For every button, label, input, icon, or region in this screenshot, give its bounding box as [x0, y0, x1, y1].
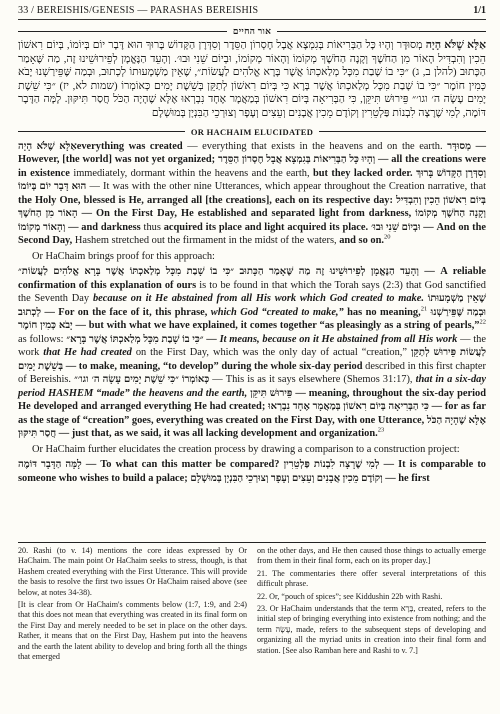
hebrew-phrase: ״כִּי בוֹ שָׁבַת מִכָּל מְלַאכְתּוֹ אֲשֶׁר בָּרָא״ — [66, 333, 204, 345]
page-number: 1/1 — [473, 5, 486, 16]
hebrew-phrase: וּבְיוֹם שֵׁנִי וּבוּ׳ — [370, 221, 421, 233]
english-phrase: that in a six-day period HASHEM “made” the heavens and the earth, — [18, 374, 486, 399]
footnote-ref[interactable]: 23 — [377, 426, 385, 434]
divider — [277, 31, 486, 32]
paragraph — [18, 458, 486, 485]
section-header-or-hachaim — [18, 26, 486, 36]
footnote-column-right — [257, 546, 486, 664]
english-phrase: — all the creations were in existence — [18, 154, 487, 179]
hebrew-phrase: פֵּירוּשׁ תִּיקֵּן — [250, 387, 293, 399]
english-phrase: — and darkness — [65, 221, 141, 233]
paragraph: Or HaChaim brings proof for this approach: — [32, 250, 215, 262]
hebrew-phrase: בְּיוֹם רִאשׁוֹן הֵכִין וְהִבְדִּיל הָאוֹר מִן הַחֹשֶׁךְ — [18, 194, 486, 220]
english-phrase: has no meaning, — [343, 306, 421, 318]
hebrew-phrase: וְסִדְּרָן הַקָּדוֹשׁ בָּרוּךְ הוּא דָּבָר יוֹם בְּיוֹמוֹ — [18, 167, 486, 193]
hebrew-phrase: וְקוֹדֶם מֵכִין אֲבָנִים וְעֵצִים וְעָפָר וְצוּרְכֵי הַבִּנְיָן בְּמוּשְׁלָם — [190, 472, 383, 484]
english-phrase: — to make, meaning, “to develop” during the whole six-day period — [63, 360, 363, 372]
hebrew-phrase: אַלָּא שֶׁלֹּא הָיָה — [18, 140, 77, 152]
running-head — [18, 0, 486, 20]
english-phrase: the Holy One, blessed is He, arranged all [the creations], each on its respective day: — [18, 194, 393, 206]
footnote: [It is clear from Or HaChaim's comments below (1:7, 1:9, and 2:4) that this does not mean that everything was created in its final form on the First Day and merely needed to be set in place on the other days. Rather, it means that on the First Day, Hashem put into the heavens and the earth the latent ability to develop and bring forth all the things that emerged — [18, 600, 247, 662]
english-text: thus — [140, 221, 161, 233]
footnote: 20. Rashi (to v. 14) mentions the core ideas expressed by Or HaChaim. The main point Or HaChaim seeks to stress, though, is that Hashem created everything with the First Utterance. This will provide the basis to resolve the first two issues Or HaChaim raised above (see below, at notes 34-38). — [18, 546, 247, 597]
english-phrase: — For on the face of it, this phrase, — [41, 306, 208, 318]
divider — [319, 131, 486, 132]
footnote: 21. The commentaries there offer several interpretations of this difficult phrase. — [257, 568, 486, 589]
english-phrase: — but with what we have explained, it comes together — [72, 320, 317, 332]
english-text: is to be found in that which the Torah says (2:3) that God sanctified the Seventh Day — [18, 279, 486, 305]
english-text: as follows: — [18, 333, 64, 345]
english-phrase: — A reliable confirmation of this explanation of ours — [18, 266, 486, 291]
english-phrase: — It is comparable to someone who wishes to build a palace; — [18, 459, 486, 484]
english-text: described in this first chapter of Bereishis. — [18, 360, 486, 386]
footnote-ref[interactable]: 21 — [420, 305, 428, 313]
footnote-ref[interactable]: 22 — [479, 318, 487, 326]
english-text: — everything that exists in the heavens and on the earth. — [182, 140, 443, 152]
footnote: 23. Or HaChaim understands that the term בָּרָא, created, refers to the initial step of bringing everything into existence from nothing; and the term עָשָׂה, made, refers to the subsequent steps of developing and organizing all the myriad units in creation into their final form and station. [See also Ramban here and Rashi to v. 7.] — [257, 604, 486, 655]
divider — [18, 31, 227, 32]
english-phrase: because on it He abstained from all His work which God created to make. — [89, 293, 424, 305]
hebrew-phrase: אֶלָּא שֶׁהָיָה הַכֹּל חֲסַר תִּיקּוּן — [18, 414, 486, 440]
hebrew-phrase: לָמָּה הַדָּבָר דּוֹמֶה — [18, 459, 82, 471]
english-text: Hashem stretched out the firmament in the midst of the waters, — [72, 235, 337, 247]
section-header-elucidated — [18, 127, 486, 137]
english-phrase: — for as far as the stage of “creation” goes, everything was created on the First Day, with one Utterance, — [18, 401, 487, 426]
running-head-title: 33 / BEREISHIS/GENESIS — PARASHAS BEREISHIS — [18, 5, 259, 16]
english-phrase: — And on the Second Day, — [18, 221, 487, 247]
english-text: — It was with the other nine Utterances, which appear throughout the Creation narrative, that — [86, 181, 486, 193]
hebrew-lead-words: אַלָּא שֶׁלֹּא הָיָה — [425, 39, 487, 51]
hebrew-phrase: וְהָעֵד הַנֶּאֱמָן לְפֵירוּשֵׁינוּ זֶה מַה שֶּׁאָמַר הַכָּתוּב ״כִּי בוֹ שָׁבַת מִכָּל מְלַאכְתּוֹ אֲשֶׁר בָּרָא אֱלֹהִים לַעֲשׂוֹת״ — [18, 266, 419, 278]
english-phrase: — However, [the world] was not yet organized; — [18, 140, 486, 166]
english-text: on the First Day, which was the only day of actual “creation,” — [131, 347, 407, 359]
footnote: on the other days, and He then caused those things to actually emerge from them in their final form, each on its proper day.] — [257, 546, 486, 566]
hebrew-phrase: וְקָנָה הַחֹשֶׁךְ מְקוֹמוֹ וְהָאוֹר מְקוֹמוֹ — [18, 208, 486, 233]
hebrew-phrase: שֶׁאֵין מַשְׁמָעוּתוֹ לְכְתוּב — [18, 293, 486, 318]
hebrew-phrase: כִּי הַבְּרִיאָה בְּיוֹם רִאשׁוֹן בְּמַאֲמָר אֶחָד נִבְרְאוּ — [268, 401, 429, 413]
english-text: — the work — [18, 333, 486, 359]
english-phrase: — just that, as we said, it was all lacking development and organization. — [56, 428, 378, 440]
hebrew-phrase: מְסוּדָּר — [447, 140, 472, 152]
hebrew-phrase: וְהָיוּ כָּל הַבְּרִיאוֹת בְּגִמְצָא אֲבָל חֶסְרוֹן הַסֵּדֶר — [217, 154, 376, 166]
hebrew-phrase: לְמִי שֶׁרָצָה לִבְנוֹת פַּלְטֵרִין — [283, 459, 380, 471]
paragraph — [18, 265, 486, 441]
hebrew-commentary — [18, 39, 486, 121]
english-phrase: — On the First Day, He established and separated light from darkness, — [77, 208, 412, 220]
english-phrase: — he first — [382, 472, 430, 484]
footnote-ref[interactable]: 20 — [383, 233, 391, 241]
english-phrase: everything was created — [76, 140, 183, 152]
divider — [18, 131, 185, 132]
english-text: — This is as it says elsewhere (Shemos 31:17), — [209, 374, 413, 386]
english-phrase: acquired its place and light acquired its place. — [160, 221, 369, 233]
english-phrase: — To what can this matter be compared? — [81, 459, 280, 471]
footnotes — [18, 542, 486, 664]
english-phrase: — It means, because on it He abstained from all His work — [203, 333, 458, 345]
english-phrase: but they lacked order. — [309, 167, 413, 179]
english-text: immediately, dormant within the heavens and the earth, — [69, 167, 310, 179]
english-phrase: — meaning, throughout the six-day period He developed and arranged everything He had created; — [18, 387, 486, 413]
english-phrase: which God “created to make,” — [207, 306, 344, 318]
english-phrase: that He had created — [39, 347, 132, 359]
paragraph — [18, 140, 486, 248]
elucidation-text — [18, 140, 486, 486]
english-phrase: “as pleasingly as a string of pearls,” — [316, 320, 480, 332]
footnote-column-left — [18, 546, 247, 664]
hebrew-phrase: לַעֲשׂוֹת פֵּירוּשׁ לְתַקֵּן בְּשֵׁשֶׁת יָמִים — [18, 347, 486, 372]
section-title: OR HACHAIM ELUCIDATED — [190, 126, 314, 137]
hebrew-phrase: כְּאוֹמְרוֹ ״כִּי שֵׁשֶׁת יָמִים עָשָׂה ה׳ וגו׳״ — [74, 374, 210, 386]
hebrew-body: מְסוּדָּר וְהָיוּ כָּל הַבְּרִיאוֹת בְּגִמְצָא אֲבָל חֶסְרוֹן הַסֵּדֶר וְסִדְּרָן הַקָּדוֹשׁ בָּרוּךְ הוּא דָּבָר יוֹם בְּיוֹמוֹ, בְּיוֹם רִאשׁוֹן הֵכִין וְהִבְדִּיל הָאוֹר מִן הַחֹשֶׁךְ וְקָנָה הַחֹשֶׁךְ מְקוֹמוֹ וְהָאוֹר מְקוֹמוֹ, וּבְיוֹם שֵׁנִי וּבוּ׳. וְהָעֵד הַנֶּאֱמָן לְפֵירוּשֵׁינוּ זֶה, מַה שֶּׁאָמַר הַכָּתוּב (להלן ב, ג) ״כִּי בוֹ שָׁבַת מִכָּל מְלַאכְתּוֹ אֲשֶׁר בָּרָא אֱלֹהִים לַעֲשׂוֹת״, שֶׁאֵין מַשְׁמָעוּתוֹ לְכְתוּב, וּבְמַה שֶּׁפֵּירַשְׁנוּ יָבֹא כְּמִין חוֹמֶר ״כִּי בוֹ שָׁבַת מִכָּל מְלַאכְתּוֹ אֲשֶׁר בָּרָא כִּי בְּיוֹם רִאשׁוֹן לְתַקֵּן בְּשֵׁשֶׁת יָמִים כְּאוֹמְרוֹ (שמות לא, יז) ״כִּי שֵׁשֶׁת יָמִים עָשָׂה ה׳ וגו׳״ פֵּירוּשׁ תִּיקֵּן, כִּי הַבְּרִיאָה בְּיוֹם רִאשׁוֹן בְּמַאֲמָר אֶחָד נִבְרְאוּ אֶלָּא שֶׁהָיָה הַכֹּל חֲסַר תִּיקּוּן. לָמָּה הַדָּבָר דּוֹמֶה, לְמִי שֶׁרָצָה לִבְנוֹת פַּלְטֵרִין וְקוֹדֶם מֵכִין אֲבָנִים וְעֵצִים וְעָפָר וְצוּרְכֵי הַבִּנְיָן בְּמוּשְׁלָם — [18, 39, 486, 119]
footnote: 22. Or, “pouch of spices”; see Kiddushin 22b with Rashi. — [257, 591, 443, 601]
hebrew-phrase: וּבְמַה שֶּׁפֵּירַשְׁנוּ יָבֹא כְּמִין חוֹמֶר — [18, 306, 486, 332]
section-title: אור החיים — [232, 26, 272, 36]
english-phrase: and so on. — [336, 235, 384, 247]
paragraph: Or HaChaim further elucidates the creation process by drawing a comparison to a construction project: — [32, 443, 460, 455]
